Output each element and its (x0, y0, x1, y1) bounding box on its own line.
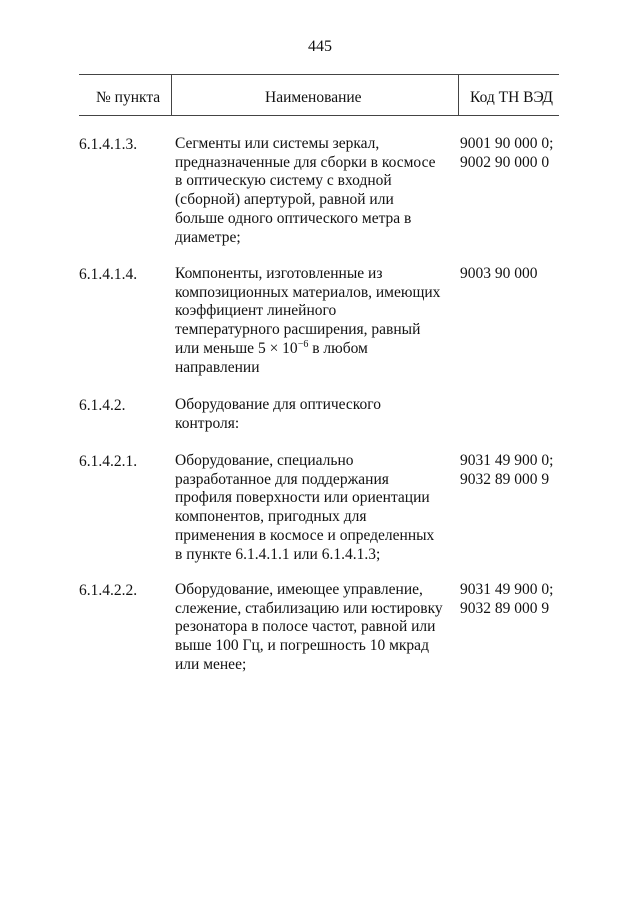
row-name-line: контроля: (175, 414, 240, 432)
row-name (175, 265, 460, 377)
row-name-line: применения в космосе и определенных (175, 526, 435, 544)
row-codes (460, 581, 553, 618)
row-code: 9001 90 000 0; (460, 135, 554, 152)
row-number: 6.1.4.1.4. (79, 266, 138, 283)
row-name-line: Оборудование, специально (175, 452, 354, 469)
row-name-line: резонатора в полосе частот, равной или (175, 618, 436, 636)
exp-after: в любом (308, 339, 368, 357)
row-name-line: композиционных материалов, имеющих (175, 283, 441, 301)
row-name-line: выше 100 Гц, и погрешность 10 мкрад (175, 637, 429, 655)
row-name-line: коэффициент линейного (175, 302, 337, 320)
header-col-number: № пункта (96, 89, 161, 106)
row-name (175, 581, 460, 675)
header-divider-right (458, 74, 459, 116)
row-code: 9032 89 000 9 (460, 470, 550, 488)
row-code: 9031 49 900 0; (460, 452, 554, 469)
row-number: 6.1.4.2. (79, 397, 126, 414)
exp-before: или меньше 5 × 10 (175, 339, 298, 357)
row-name-line: направлении (175, 358, 260, 376)
exp-superscript: −6 (297, 338, 309, 350)
row-name-line: (сборной) апертурой, равной или (175, 191, 394, 209)
row-name (175, 396, 460, 433)
row-number: 6.1.4.1.3. (79, 136, 138, 153)
row-number: 6.1.4.2.2. (79, 582, 138, 599)
row-name-line: Сегменты или системы зеркал, (175, 135, 380, 152)
header-top-rule (79, 74, 559, 75)
row-codes (460, 265, 538, 284)
row-name (175, 452, 460, 564)
row-name-line: профиля поверхности или ориентации (175, 489, 430, 507)
row-name-line: больше одного оптического метра в (175, 209, 412, 227)
row-code: 9003 90 000 (460, 265, 538, 282)
row-name-line: слежение, стабилизацию или юстировку (175, 599, 443, 617)
row-name-line: или менее; (175, 655, 247, 673)
row-name-line: Оборудование, имеющее управление, (175, 581, 423, 598)
row-name-line: Компоненты, изготовленные из (175, 265, 383, 282)
row-code: 9002 90 000 0 (460, 153, 550, 171)
header-divider-left (171, 74, 172, 116)
row-name-line: в пункте 6.1.4.1.1 или 6.1.4.1.3; (175, 545, 381, 563)
row-name-line: Оборудование для оптического (175, 396, 382, 413)
row-name-line: температурного расширения, равный (175, 321, 421, 339)
row-name-line: разработанное для поддержания (175, 470, 389, 488)
row-name (175, 135, 460, 247)
row-code: 9032 89 000 9 (460, 599, 550, 617)
header-bottom-rule (79, 115, 559, 116)
row-name-line: диаметре; (175, 228, 241, 246)
row-name-line: компонентов, пригодных для (175, 508, 367, 526)
row-codes (460, 452, 553, 489)
row-codes (460, 135, 553, 172)
page-number: 445 (308, 38, 332, 55)
row-code: 9031 49 900 0; (460, 581, 554, 598)
header-col-code: Код ТН ВЭД (470, 89, 554, 106)
row-name-line-with-exponent (175, 340, 460, 359)
row-number: 6.1.4.2.1. (79, 453, 138, 470)
row-name-line: в оптическую систему с входной (175, 172, 392, 190)
header-col-name: Наименование (265, 89, 362, 106)
row-name-line: предназначенные для сборки в космосе (175, 153, 436, 171)
